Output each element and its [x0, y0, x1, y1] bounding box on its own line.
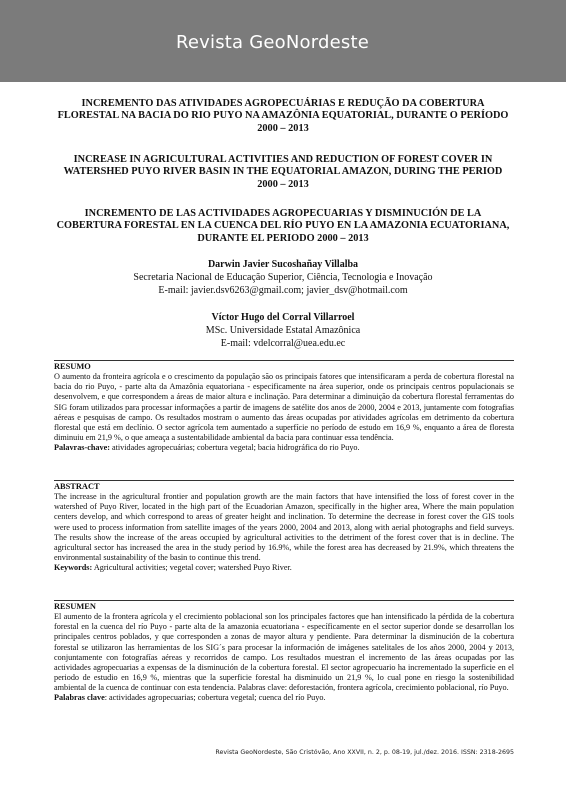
section-divider — [54, 360, 514, 361]
author-name: Darwin Javier Sucoshañay Villalba — [207, 259, 359, 270]
author-email: E-mail: vdelcorral@uea.edu.ec — [220, 337, 346, 349]
resumen-heading: RESUMEN — [54, 602, 96, 611]
resumen-body: El aumento de la frontera agrícola y el crecimiento poblacional son los principales factores que han intensificado la pérdida de la cobertura forestal en la cuenca del río Puyo - parte alta de la amazonia ecuatoriana - específicamente en el sector superior donde se desarrollan los principales centros poblados, y que corresponden a zonas de mayor altura y pendiente. Para determinar la disminución de la cobertura forestal se utilizaron las herramientas de los SIG´s para procesar la información de imágenes satelitales de los años 2000, 2004 y 2013, conjuntamente con fotografías aéreas y recorridos de campo. Los resultados muestran el incremento de las áreas ocupadas por las actividades agropecuarias a expensas de la disminución de la cobertura forestal. El sector agropecuario ha incrementado la superficie en el periodo de estudio en 16,9 %, mientras que la superficie forestal ha disminuido un 21,9 %, lo cual pone en riesgo la sostenibilidad ambiental de la cuenca de continuar con esta tendencia. Palabras clave: deforestación, frontera agrícola, crecimiento poblacional, río Puyo. — [54, 612, 514, 693]
abstract-body: The increase in the agricultural frontier and population growth are the main factors that have intensified the loss of forest cover in the watershed of Puyo River, located in the high part of the Ecuadorian Amazon, specifically in the higher area, Where the main population centers develop, and which correspond to areas of greater height and inclination. To determine the decrease in forest cover the GIS tools were used to process information from satellite images of the years 2000, 2004 and 2013, along with aerial photographs and field surveys. The results show the increase of the areas occupied by agricultural activities to the detriment of the forest cover that is in decline. The agricultural sector has increased the area in the study period by 16.9%, while the forest area has decreased by 21.9%, which threatens the environmental sustainability of the basin to continue this trend. — [54, 492, 514, 563]
journal-header-banner — [0, 0, 566, 82]
author-email: E-mail: javier.dsv6263@gmail.com; javier_dsv@hotmail.com — [158, 284, 408, 296]
author-name: Víctor Hugo del Corral Villarroel — [211, 312, 355, 323]
author-affiliation: MSc. Universidade Estatal Amazônica — [205, 324, 361, 336]
resumo-keywords — [54, 443, 514, 453]
resumen-keywords — [54, 693, 514, 703]
title-english: INCREASE IN AGRICULTURAL ACTIVITIES AND REDUCTION OF FOREST COVER IN WATERSHED PUYO RIVER BASIN IN THE EQUATORIAL AMAZON, DURING THE PERIOD 2000 – 2013 — [63, 154, 503, 190]
journal-title: Revista GeoNordeste — [176, 32, 370, 53]
keywords-text: : actividades agropecuarias; cobertura vegetal; cuenca del río Puyo. — [104, 693, 326, 703]
title-portuguese: INCREMENTO DAS ATIVIDADES AGROPECUÁRIAS E REDUÇÃO DA COBERTURA FLORESTAL NA BACIA DO RIO PUYO NA AMAZÔNIA EQUATORIAL, DURANTE O PERÍODO 2000 – 2013 — [57, 98, 509, 134]
keywords-text: atividades agropecuárias; cobertura vegetal; bacia hidrográfica do rio Puyo. — [111, 443, 360, 453]
author-affiliation: Secretaria Nacional de Educação Superior, Ciência, Tecnologia e Inovação — [133, 271, 433, 283]
page-footer-citation: Revista GeoNordeste, São Cristóvão, Ano XXVII, n. 2, p. 08-19, jul./dez. 2016. ISSN: 2318-2695 — [215, 749, 514, 756]
abstract-keywords — [54, 563, 514, 573]
abstract-heading: ABSTRACT — [54, 482, 100, 491]
section-divider — [54, 600, 514, 601]
title-spanish: INCREMENTO DE LAS ACTIVIDADES AGROPECUARIAS Y DISMINUCIÓN DE LA COBERTURA FORESTAL EN LA CUENCA DEL RÍO PUYO EN LA AMAZONIA ECUATORIANA, DURANTE EL PERIODO 2000 – 2013 — [56, 208, 510, 244]
resumo-section — [54, 362, 514, 453]
section-divider — [54, 480, 514, 481]
author-block-2 — [40, 312, 526, 350]
keywords-text: Agricultural activities; vegetal cover; watershed Puyo River. — [93, 563, 292, 573]
resumen-section — [54, 602, 514, 704]
resumo-body: O aumento da fronteira agrícola e o crescimento da população são os principais fatores que intensificaram a perda de cobertura florestal na bacia do rio Puyo, - parte alta da Amazônia equatoriana - especificamente na área superior, onde os principais centros populacionais se desenvolvem, e que correspondem a áreas de maior altura e inclinação. Para determinar a diminuição da cobertura florestal ferramentas do SIG foram utilizados para processar informações a partir de imagens de satélite dos anos de 2000, 2004 e 2013, juntamente com fotografias aéreas e pesquisas de campo. Os resultados mostram o aumento das áreas ocupadas por atividades agrícolas em detrimento da cobertura florestal que está em declínio. O sector agrícola tem aumentado a superfície no período de estudo em 16,9 %, enquanto a área de floresta diminuiu em 21,9 %, o que ameaça a sustentabilidade ambiental da bacia para continuar essa tendência. — [54, 372, 514, 443]
keywords-label: Keywords: — [54, 563, 93, 573]
keywords-label: Palabras clave — [54, 693, 105, 703]
author-block-1 — [40, 259, 526, 297]
resumo-heading: RESUMO — [54, 362, 91, 371]
keywords-label: Palavras-chave: — [54, 443, 110, 453]
abstract-section — [54, 482, 514, 573]
